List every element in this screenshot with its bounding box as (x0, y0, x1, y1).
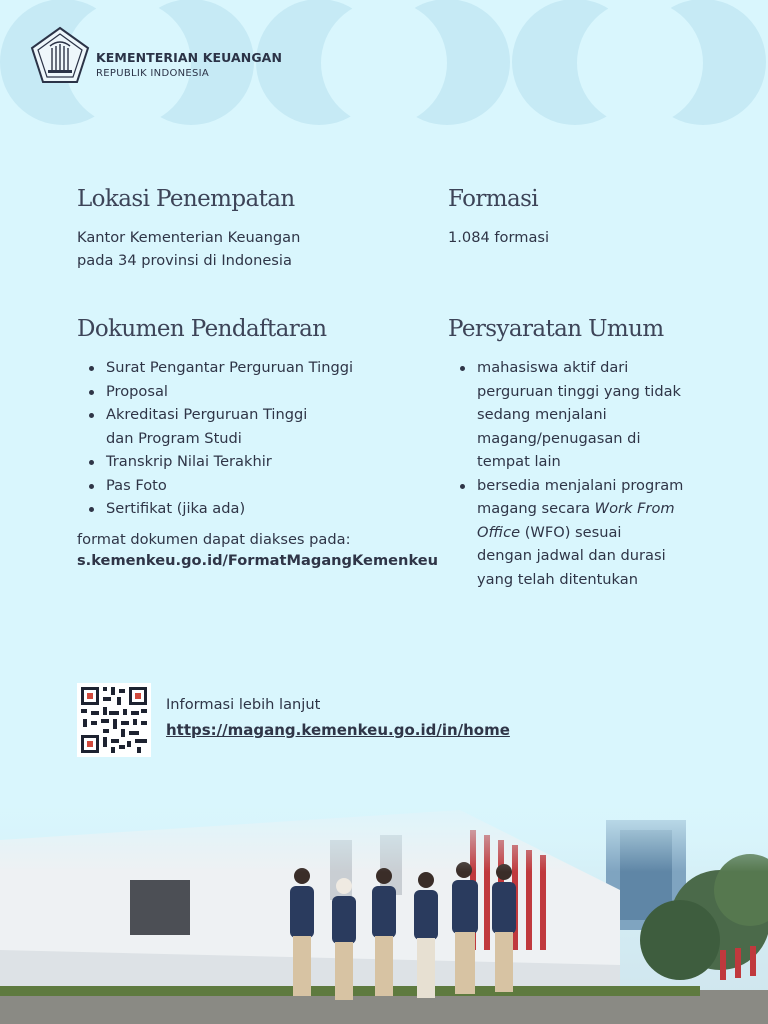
info-url-link[interactable]: https://magang.kemenkeu.go.id/in/home (166, 721, 510, 739)
building-photo (0, 790, 768, 1024)
list-item: Akreditasi Perguruan Tinggi (77, 403, 417, 427)
org-subtitle: REPUBLIK INDONESIA (96, 68, 210, 79)
dokumen-title: Dokumen Pendaftaran (77, 316, 327, 342)
list-item: mahasiswa aktif dari perguruan tinggi yang tidak sedang menjalani magang/penugasan di tempat lain (448, 356, 748, 474)
dokumen-list (77, 356, 417, 521)
lokasi-line2: pada 34 provinsi di Indonesia (77, 252, 292, 269)
kemenkeu-logo-icon (30, 26, 90, 84)
format-link[interactable]: s.kemenkeu.go.id/FormatMagangKemenkeu (77, 552, 439, 569)
org-name: KEMENTERIAN KEUANGAN (96, 50, 283, 65)
format-note: format dokumen dapat diakses pada: (77, 531, 351, 548)
lokasi-title: Lokasi Penempatan (77, 186, 295, 212)
header-decoration (0, 0, 768, 130)
formasi-title: Formasi (448, 186, 539, 212)
lokasi-line1: Kantor Kementerian Keuangan (77, 229, 301, 246)
list-item: Proposal (77, 380, 417, 404)
qr-code-icon[interactable] (77, 683, 151, 757)
list-item: bersedia menjalani program magang secara Work From Office (WFO) sesuai dengan jadwal dan durasi yang telah ditentukan (448, 474, 748, 592)
info-label: Informasi lebih lanjut (166, 696, 321, 713)
list-item-continuation: dan Program Studi (106, 429, 242, 447)
persyaratan-list (448, 356, 748, 591)
list-item: Sertifikat (jika ada) (77, 497, 417, 521)
list-item: Pas Foto (77, 474, 417, 498)
formasi-value: 1.084 formasi (448, 229, 550, 246)
persyaratan-title: Persyaratan Umum (448, 316, 664, 342)
list-item: Transkrip Nilai Terakhir (77, 450, 417, 474)
list-item: Surat Pengantar Perguruan Tinggi (77, 356, 417, 380)
